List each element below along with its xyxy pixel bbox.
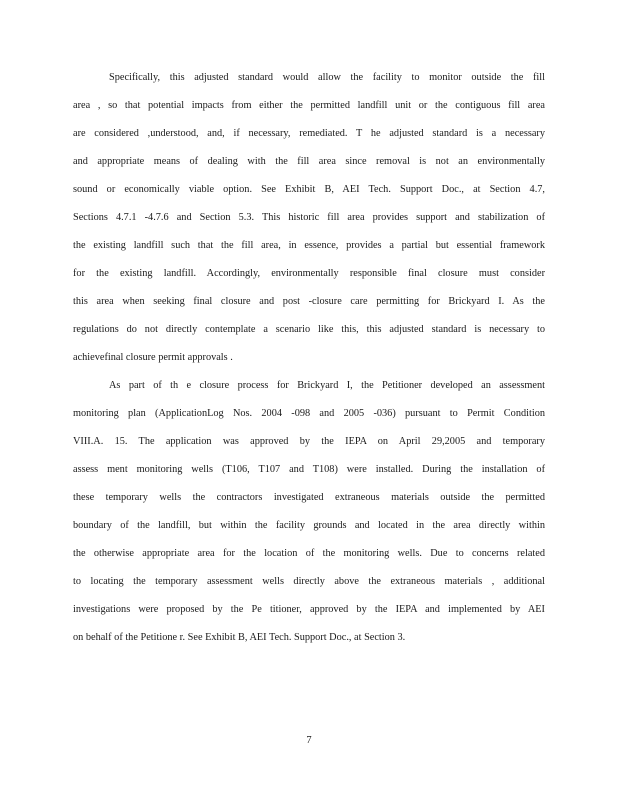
- paragraph-1-line-9: this area when seeking final closure and post -closure care permitting for Brickyard I. As the: [73, 296, 545, 307]
- paragraph-2-line-9: investigations were proposed by the Pe titioner, approved by the IEPA and implemented by AEI: [73, 604, 545, 615]
- paragraph-2-line-5: these temporary wells the contractors investigated extraneous materials outside the permitted: [73, 492, 545, 503]
- paragraph-2-line-8: to locating the temporary assessment wells directly above the extraneous materials , additional: [73, 576, 545, 587]
- paragraph-2-line-4: assess ment monitoring wells (T106, T107 and T108) were installed. During the installation of: [73, 464, 545, 475]
- paragraph-2-line-6: boundary of the landfill, but within the facility grounds and located in the area directly within: [73, 520, 545, 531]
- paragraph-2-line-10: on behalf of the Petitione r. See Exhibit B, AEI Tech. Support Doc., at Section 3.: [73, 632, 406, 643]
- paragraph-2-line-7: the otherwise appropriate area for the location of the monitoring wells. Due to concerns related: [73, 548, 545, 559]
- paragraph-1-line-10: regulations do not directly contemplate a scenario like this, this adjusted standard is necessary to: [73, 324, 545, 335]
- paragraph-1-line-7: the existing landfill such that the fill area, in essence, provides a partial but essential framework: [73, 240, 545, 251]
- page-number: 7: [306, 735, 312, 746]
- paragraph-2-line-3: VIII.A. 15. The application was approved by the IEPA on April 29,2005 and temporary: [73, 436, 545, 447]
- paragraph-2-line-1: As part of th e closure process for Brickyard I, the Petitioner developed an assessment: [109, 380, 545, 391]
- paragraph-1-line-2: area , so that potential impacts from either the permitted landfill unit or the contiguous fill area: [73, 100, 545, 111]
- paragraph-1-line-8: for the existing landfill. Accordingly, environmentally responsible final closure must consider: [73, 268, 545, 279]
- paragraph-1-line-3: are considered ,understood, and, if necessary, remediated. T he adjusted standard is a necessary: [73, 128, 545, 139]
- paragraph-1-line-11: achievefinal closure permit approvals .: [73, 352, 233, 363]
- paragraph-2-line-2: monitoring plan (ApplicationLog Nos. 2004 -098 and 2005 -036) pursuant to Permit Condition: [73, 408, 545, 419]
- paragraph-1-line-6: Sections 4.7.1 -4.7.6 and Section 5.3. This historic fill area provides support and stabilization of: [73, 212, 545, 223]
- paragraph-1-line-4: and appropriate means of dealing with the fill area since removal is not an environmentally: [73, 156, 545, 167]
- paragraph-1-line-5: sound or economically viable option. See Exhibit B, AEI Tech. Support Doc., at Section 4.7,: [73, 184, 545, 195]
- paragraph-1-line-1: Specifically, this adjusted standard would allow the facility to monitor outside the fill: [109, 72, 545, 83]
